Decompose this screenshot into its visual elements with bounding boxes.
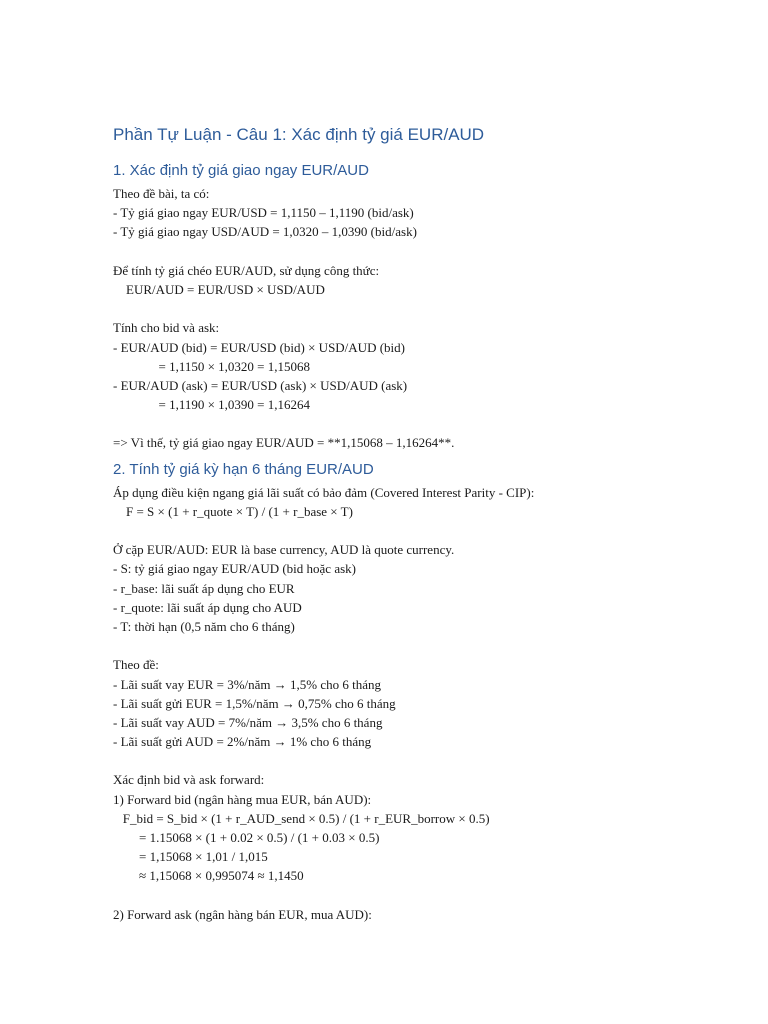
text-line: - EUR/AUD (ask) = EUR/USD (ask) × USD/AUD (ask) (113, 377, 408, 393)
text-line: - Lãi suất vay AUD = 7%/năm → 3,5% cho 6 tháng (113, 714, 383, 730)
section-1-heading: 1. Xác định tỷ giá giao ngay EUR/AUD (113, 162, 369, 179)
blank-line (113, 242, 733, 261)
text-line: Theo đề bài, ta có: (113, 186, 210, 201)
text-line: - Lãi suất gửi AUD = 2%/năm → 1% cho 6 tháng (113, 734, 372, 750)
text-line: - EUR/AUD (bid) = EUR/USD (bid) × USD/AUD (bid) (113, 339, 405, 355)
text-line: - Lãi suất gửi EUR = 1,5%/năm → 0,75% cho 6 tháng (113, 695, 396, 711)
section-2-body (113, 483, 733, 924)
blank-line (113, 521, 733, 540)
text-line: - T: thời hạn (0,5 năm cho 6 tháng) (113, 618, 295, 634)
section-1-body (113, 184, 733, 453)
conclusion-line: => Vì thế, tỷ giá giao ngay EUR/AUD = **1,15068 – 1,16264**. (113, 435, 455, 451)
blank-line (113, 886, 733, 905)
formula-line: F = S × (1 + r_quote × T) / (1 + r_base × T) (113, 503, 353, 519)
text-line: Để tính tỷ giá chéo EUR/AUD, sử dụng công thức: (113, 262, 380, 278)
text-line: 1) Forward bid (ngân hàng mua EUR, bán AUD): (113, 791, 372, 807)
formula-line: F_bid = S_bid × (1 + r_AUD_send × 0.5) / (1 + r_EUR_borrow × 0.5) (113, 810, 490, 826)
text-line: - S: tỷ giá giao ngay EUR/AUD (bid hoặc ask) (113, 561, 356, 577)
document-title: Phần Tự Luận - Câu 1: Xác định tỷ giá EUR/AUD (113, 125, 485, 144)
text-line: - r_base: lãi suất áp dụng cho EUR (113, 580, 295, 596)
section-2-heading: 2. Tính tỷ giá kỳ hạn 6 tháng EUR/AUD (113, 460, 374, 478)
text-line: Ở cặp EUR/AUD: EUR là base currency, AUD là quote currency. (113, 542, 455, 558)
document-page (113, 122, 733, 924)
text-line: 2) Forward ask (ngân hàng bán EUR, mua AUD): (113, 906, 372, 922)
text-line: Xác định bid và ask forward: (113, 772, 265, 788)
text-line: - Tỷ giá giao ngay USD/AUD = 1,0320 – 1,0390 (bid/ask) (113, 224, 417, 240)
blank-line (113, 751, 733, 770)
formula-line: = 1.15068 × (1 + 0.02 × 0.5) / (1 + 0.03 × 0.5) (113, 830, 380, 845)
formula-line: = 1,15068 × 1,01 / 1,015 (113, 849, 268, 865)
text-line: - Lãi suất vay EUR = 3%/năm → 1,5% cho 6 tháng (113, 676, 381, 692)
text-line: Theo đề: (113, 657, 159, 673)
text-line: Tính cho bid và ask: (113, 320, 220, 336)
blank-line (113, 299, 733, 318)
text-line: Áp dụng điều kiện ngang giá lãi suất có bảo đảm (Covered Interest Parity - CIP): (113, 484, 535, 500)
formula-line: = 1,1150 × 1,0320 = 1,15068 (113, 358, 311, 374)
formula-line: EUR/AUD = EUR/USD × USD/AUD (113, 281, 325, 297)
formula-line: ≈ 1,15068 × 0,995074 ≈ 1,1450 (113, 868, 304, 884)
text-line: - Tỷ giá giao ngay EUR/USD = 1,1150 – 1,1190 (bid/ask) (113, 205, 414, 221)
blank-line (113, 636, 733, 655)
formula-line: = 1,1190 × 1,0390 = 1,16264 (113, 397, 311, 413)
text-line: - r_quote: lãi suất áp dụng cho AUD (113, 599, 302, 615)
blank-line (113, 414, 733, 433)
